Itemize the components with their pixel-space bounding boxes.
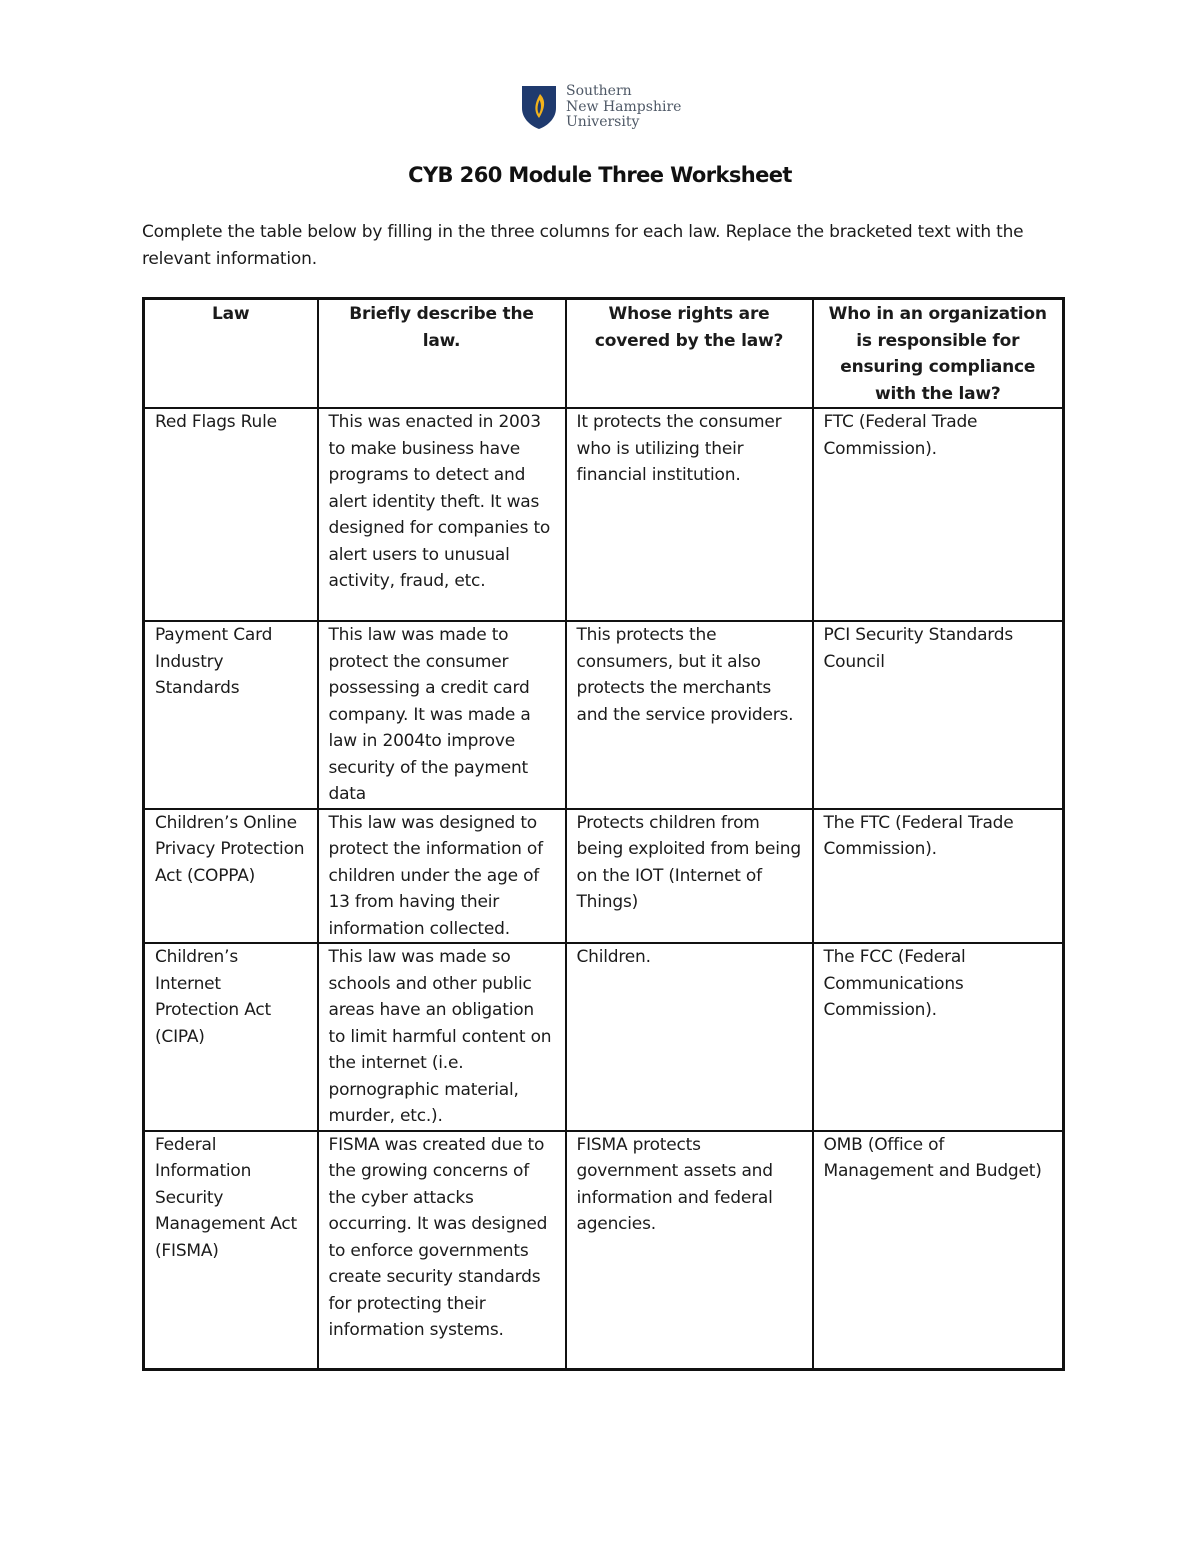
cell-responsible: The FCC (Federal Communications Commission). [813,943,1064,1131]
cell-rights: It protects the consumer who is utilizing their financial institution. [566,408,813,621]
cell-description: FISMA was created due to the growing concerns of the cyber attacks occurring. It was designed to enforce governments create security standards for protecting their information systems. [318,1131,566,1370]
cell-law: Federal Information Security Management Act (FISMA) [144,1131,318,1370]
cell-responsible: PCI Security Standards Council [813,621,1064,809]
cell-rights: Children. [566,943,813,1131]
cell-law: Children’s Online Privacy Protection Act (COPPA) [144,809,318,944]
header-law: Law [144,299,318,409]
cell-description: This was enacted in 2003 to make business have programs to detect and alert identity theft. It was designed for companies to alert users to unusual activity, fraud, etc. [318,408,566,621]
logo-line-3: University [566,114,640,130]
table-header-row [144,299,1064,409]
header-rights: Whose rights are covered by the law? [566,299,813,409]
header-description: Briefly describe the law. [318,299,566,409]
table-row [144,809,1064,944]
cell-rights: This protects the consumers, but it also protects the merchants and the service providers. [566,621,813,809]
table-row [144,621,1064,809]
table-row [144,943,1064,1131]
cell-rights: Protects children from being exploited from being on the IOT (Internet of Things) [566,809,813,944]
cell-law: Red Flags Rule [144,408,318,621]
university-logo [520,84,681,131]
cell-law: Children’s Internet Protection Act (CIPA) [144,943,318,1131]
cell-description: This law was designed to protect the information of children under the age of 13 from having their information collected. [318,809,566,944]
logo-line-1: Southern [566,83,632,99]
cell-rights: FISMA protects government assets and information and federal agencies. [566,1131,813,1370]
instructions-paragraph: Complete the table below by filling in the three columns for each law. Replace the bracketed text with the relevant information. [142,222,1024,269]
header-responsible: Who in an organization is responsible for ensuring compliance with the law? [813,299,1064,409]
shield-flame-icon [520,84,558,130]
cell-responsible: FTC (Federal Trade Commission). [813,408,1064,621]
cell-responsible: The FTC (Federal Trade Commission). [813,809,1064,944]
laws-table [142,297,1065,1371]
cell-responsible: OMB (Office of Management and Budget) [813,1131,1064,1370]
cell-description: This law was made to protect the consumer possessing a credit card company. It was made a law in 2004to improve security of the payment data [318,621,566,809]
logo-line-2: New Hampshire [566,98,682,115]
table-row [144,408,1064,621]
cell-law: Payment Card Industry Standards [144,621,318,809]
page-title: CYB 260 Module Three Worksheet [408,163,792,187]
table-row [144,1131,1064,1370]
logo-wordmark [566,84,681,131]
cell-description: This law was made so schools and other public areas have an obligation to limit harmful content on the internet (i.e. pornographic material, murder, etc.). [318,943,566,1131]
